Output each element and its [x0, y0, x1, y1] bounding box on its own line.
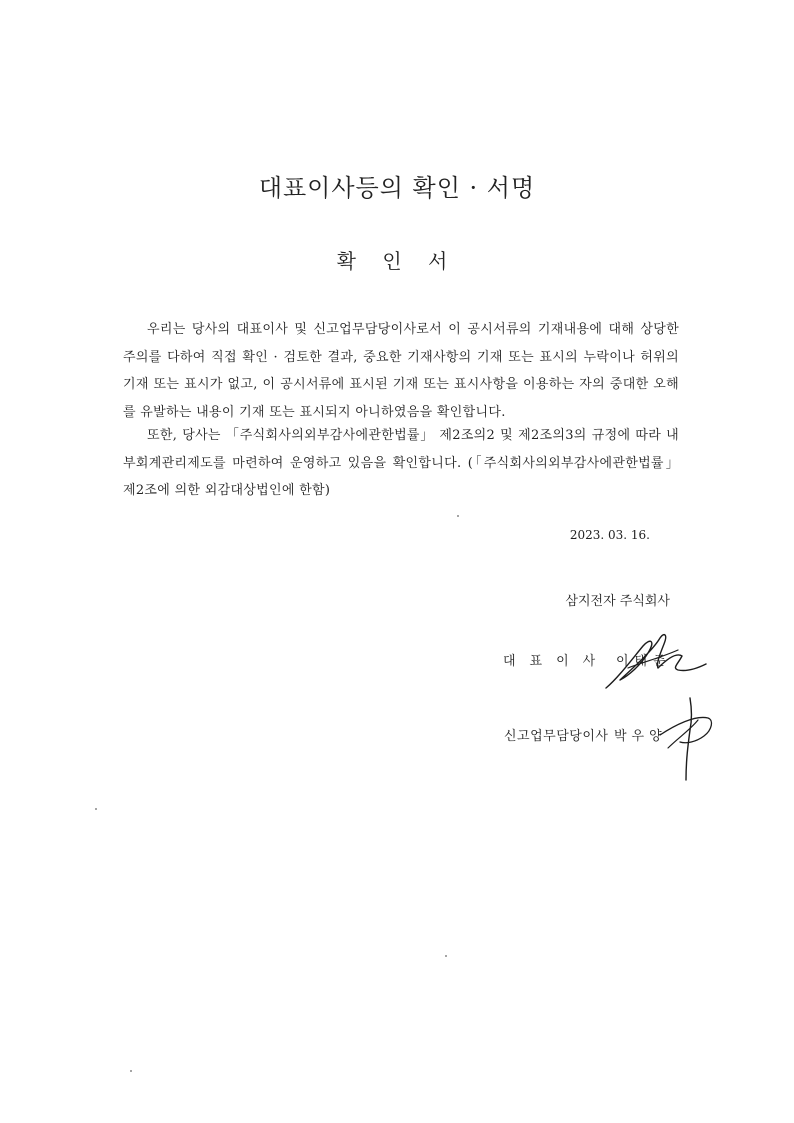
disclosure-officer-title-label: 신고업무담당이사 [504, 729, 609, 744]
scan-speck [457, 515, 459, 517]
ceo-name: 이태준 [616, 654, 672, 669]
disclosure-officer-name: 박우양 [614, 729, 667, 744]
document-title: 대표이사등의 확인 · 서명 [258, 174, 536, 202]
scan-speck [95, 808, 97, 810]
document-subtitle: 확 인 서 [336, 249, 458, 273]
ceo-title-label: 대표이사 [503, 654, 610, 669]
company-name: 삼지전자 주식회사 [565, 594, 670, 609]
scan-speck [445, 955, 447, 957]
document-date: 2023. 03. 16. [569, 528, 650, 542]
scan-speck [130, 1070, 132, 1072]
confirmation-paragraph: 우리는 당사의 대표이사 및 신고업무담당이사로서 이 공시서류의 기재내용에 대해 상당한 주의를 다하여 직접 확인 · 검토한 결과, 중요한 기재사항의 기재 또는 표시의 누락이나 허위의 기재 또는 표시가 없고, 이 공시서류에 표시된 기재 또는 표시사항을 이용하는 자의 중대한 오해를 유발하는 내용이 기재 또는 표시되지 아니하였음을 확인합니다. [123, 322, 679, 420]
internal-control-paragraph: 또한, 당사는 「주식회사의외부감사에관한법률」 제2조의2 및 제2조의3의 규정에 따라 내부회계관리제도를 마련하여 운영하고 있음을 확인합니다. (「주식회사의외부감사에관한법률」 제2조에 의한 외감대상법인에 한함) [123, 428, 679, 498]
